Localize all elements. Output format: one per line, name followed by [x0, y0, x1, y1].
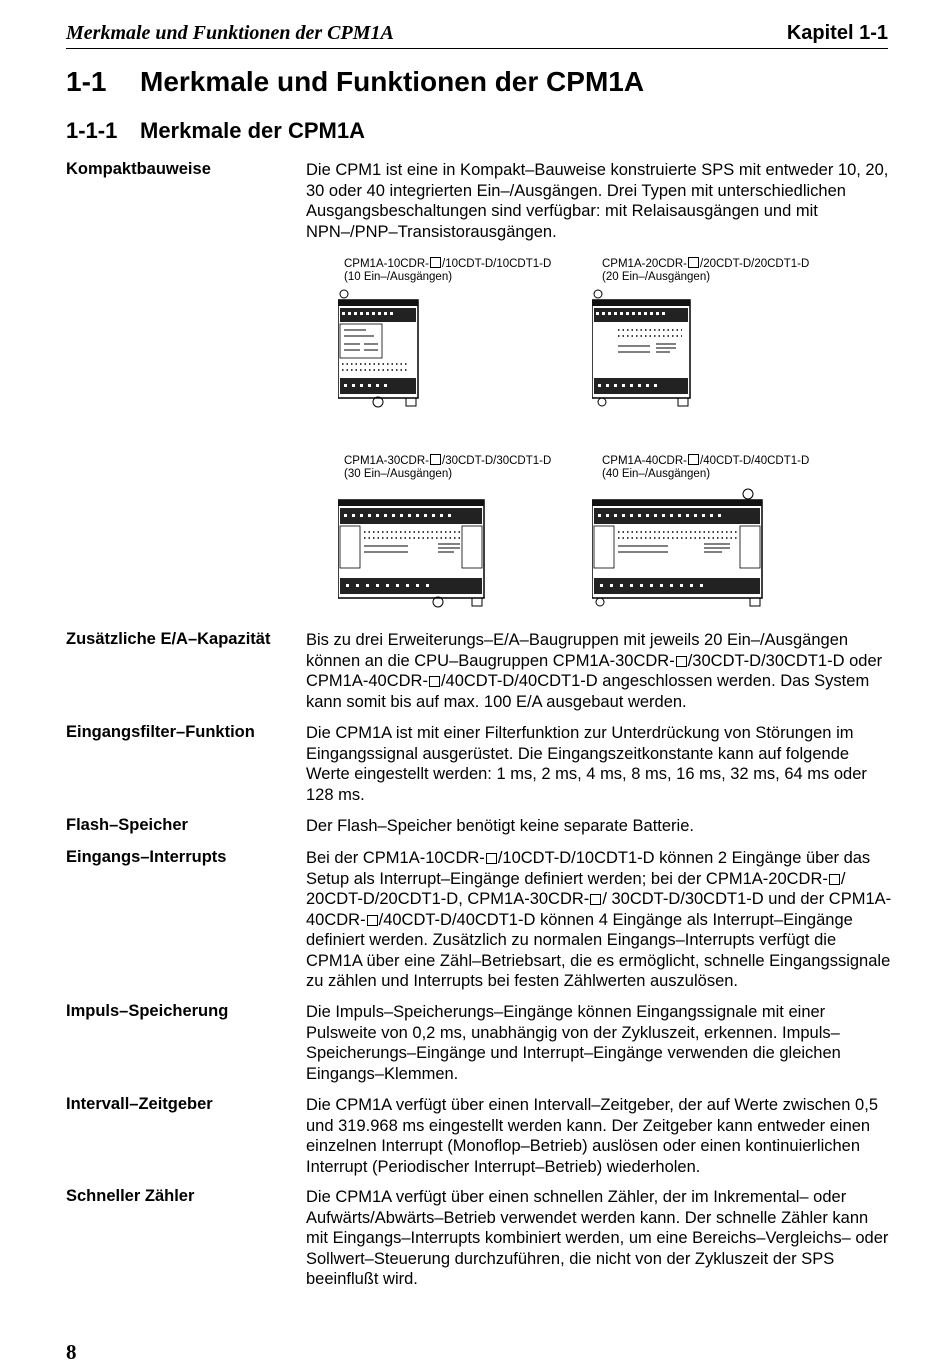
caption-io-count: (20 Ein–/Ausgängen)	[602, 271, 711, 283]
subsection-heading	[66, 118, 365, 144]
figure-caption-10	[344, 257, 551, 284]
caption-io-count: (30 Ein–/Ausgängen)	[344, 468, 453, 480]
desc-impuls-speicherung: Die Impuls–Speicherungs–Eingänge können Eingangssignale mit einer Pulsweite von 0,2 ms, unabhängig von der Zykluszeit, erkennen. Impuls–Speicherungs–Eingänge und Interrupt–Eingänge verwenden die gleichen Eingangs–Klemmen.	[306, 1003, 841, 1083]
caption-io-count: (10 Ein–/Ausgängen)	[344, 271, 453, 283]
caption-model-pre: CPM1A-40CDR-	[602, 455, 687, 467]
section-heading	[66, 66, 644, 98]
plc-20io-illustration	[592, 288, 694, 412]
text-part: / 30CDT-D/30CDT1-D und der CPM1A-40CDR-	[306, 890, 892, 929]
placeholder-box-icon	[429, 676, 440, 687]
desc-schneller-zaehler: Die CPM1A verfügt über einen schnellen Zähler, der im Inkremental– oder Aufwärts/Abwärts–Betrieb verwendet werden kann. Der schnelle Zähler kann mit Eingangs–Interrupts kombiniert werden, um eine Bereichs–Vergleichs– oder Sollwert–Steuerung durchzuführen, die nicht von der Zykluszeit der SPS beeinflußt wird.	[306, 1188, 889, 1288]
term-ea-kapazitaet: Zusätzliche E/A–Kapazität	[66, 630, 271, 648]
caption-model-pre: CPM1A-10CDR-	[344, 258, 429, 270]
desc-ea-kapazitaet	[306, 630, 894, 712]
placeholder-box-icon	[688, 257, 699, 268]
placeholder-box-icon	[829, 874, 840, 885]
placeholder-box-icon	[367, 915, 378, 926]
term-schneller-zaehler: Schneller Zähler	[66, 1187, 195, 1205]
caption-model-post: /40CDT-D/40CDT1-D	[700, 455, 810, 467]
placeholder-box-icon	[590, 894, 601, 905]
term-intervall-zeitgeber: Intervall–Zeitgeber	[66, 1095, 213, 1113]
subsection-number: 1-1-1	[66, 118, 118, 143]
placeholder-box-icon	[430, 257, 441, 268]
caption-model-post: /20CDT-D/20CDT1-D	[700, 258, 810, 270]
caption-io-count: (40 Ein–/Ausgängen)	[602, 468, 711, 480]
running-header	[66, 18, 888, 49]
section-title: Merkmale und Funktionen der CPM1A	[140, 66, 645, 97]
term-flash-speicher: Flash–Speicher	[66, 816, 188, 834]
figure-caption-30	[344, 454, 551, 481]
text-part: Bei der CPM1A-10CDR-	[306, 849, 485, 867]
text-part: /10CDT-D/10CDT1-D können 2 Eingänge über das Setup als Interrupt–Eingänge definiert werden; bei der CPM1A-20CDR-	[306, 849, 871, 888]
desc-kompaktbauweise: Die CPM1 ist eine in Kompakt–Bauweise konstruierte SPS mit entweder 10, 20, 30 oder 40 integrierten Ein–/Ausgängen. Drei Typen mit unterschiedlichen Ausgangsbeschaltungen sind verfügbar: mit Relaisausgängen und mit NPN–/PNP–Transistorausgängen.	[306, 161, 889, 241]
text-part: /40CDT-D/40CDT1-D können 4 Eingänge als Interrupt–Eingänge definiert werden. Zusätzlich zu normalen Eingangs–Interrupts verfügt die CPM1A über eine Zähl–Betriebsart, die es ermöglicht, schnelle Eingangssignale zu zählen und Interrupts bei festen Zählwerten auszulösen.	[306, 910, 891, 990]
desc-intervall-zeitgeber: Die CPM1A verfügt über einen Intervall–Zeitgeber, der auf Werte zwischen 0,5 und 319.968 ms eingestellt werden kann. Der Zeitgeber kann entweder einen einzelnen Interrupt (Monoflop–Betrieb) auslösen oder einen kontinuierlichen Interrupt (Periodischer Interrupt–Betrieb) wiederholen.	[306, 1096, 878, 1176]
term-eingangs-interrupts: Eingangs–Interrupts	[66, 848, 227, 866]
caption-model-pre: CPM1A-20CDR-	[602, 258, 687, 270]
term-eingangsfilter: Eingangsfilter–Funktion	[66, 723, 255, 741]
running-header-title: Merkmale und Funktionen der CPM1A	[66, 22, 394, 44]
plc-40io-illustration	[592, 488, 768, 612]
text-part: Bis zu drei Erweiterungs–E/A–Baugruppen mit jeweils 20 Ein–/Ausgängen können an die CPU–Baugruppen CPM1A-30CDR-	[306, 631, 849, 670]
text-part: / 20CDT-D/20CDT1-D, CPM1A-30CDR-	[306, 869, 846, 908]
caption-model-pre: CPM1A-30CDR-	[344, 455, 429, 467]
caption-model-post: /30CDT-D/30CDT1-D	[442, 455, 552, 467]
placeholder-box-icon	[486, 853, 497, 864]
term-kompaktbauweise: Kompaktbauweise	[66, 160, 211, 178]
section-number: 1-1	[66, 66, 107, 97]
page-number: 8	[66, 1340, 77, 1364]
plc-30io-illustration	[338, 488, 488, 612]
figure-caption-40	[602, 454, 809, 481]
subsection-title: Merkmale der CPM1A	[140, 118, 365, 143]
placeholder-box-icon	[676, 656, 687, 667]
running-header-chapter: Kapitel 1-1	[786, 22, 888, 44]
placeholder-box-icon	[430, 454, 441, 465]
text-part: /40CDT-D/40CDT1-D angeschlossen werden. Das System kann somit bis auf max. 100 E/A ausgebaut werden.	[306, 672, 870, 711]
text-part: /30CDT-D/30CDT1-D oder CPM1A-40CDR-	[306, 651, 883, 690]
caption-model-post: /10CDT-D/10CDT1-D	[442, 258, 552, 270]
desc-eingangsfilter: Die CPM1A ist mit einer Filterfunktion zur Unterdrückung von Störungen im Eingangssignal ausgerüstet. Die Eingangszeitkonstante kann auf folgende Werte eingestellt werden: 1 ms, 2 ms, 4 ms, 8 ms, 16 ms, 32 ms, 64 ms oder 128 ms.	[306, 724, 867, 804]
desc-eingangs-interrupts	[306, 848, 894, 992]
figure-caption-20	[602, 257, 809, 284]
placeholder-box-icon	[688, 454, 699, 465]
plc-10io-illustration	[338, 288, 424, 412]
desc-flash-speicher: Der Flash–Speicher benötigt keine separate Batterie.	[306, 817, 694, 835]
term-impuls-speicherung: Impuls–Speicherung	[66, 1002, 229, 1020]
